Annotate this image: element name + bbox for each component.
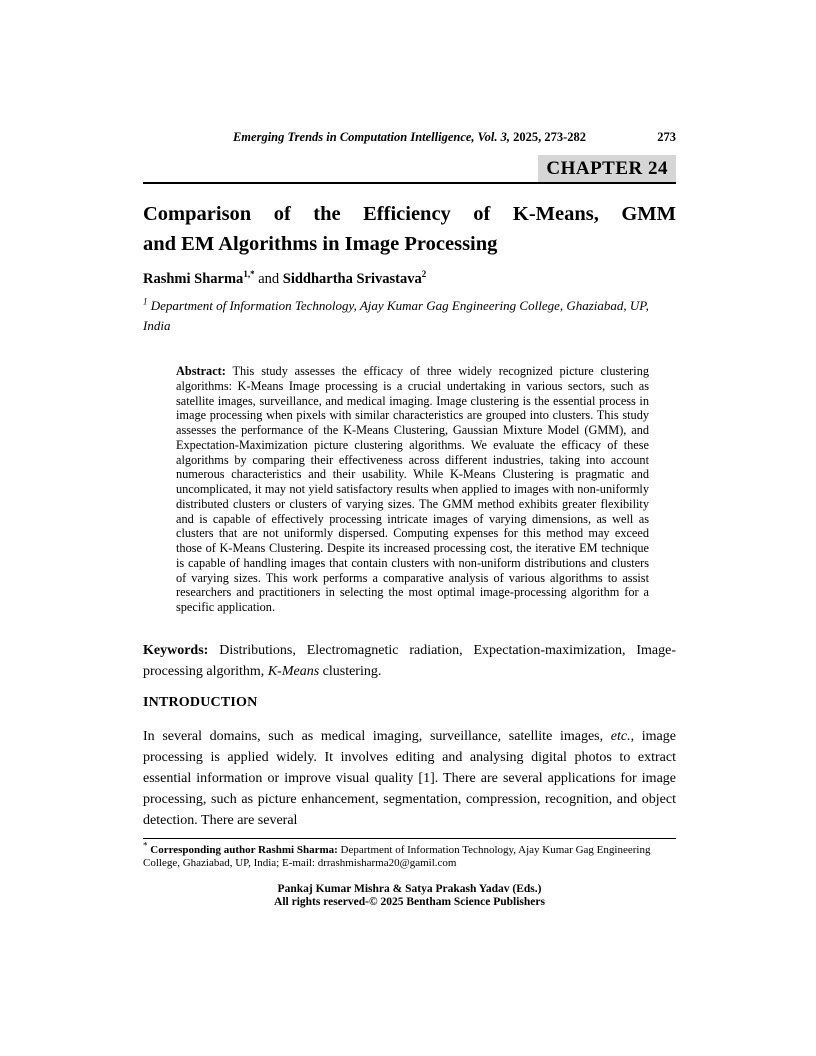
- copyright-line: All rights reserved-© 2025 Bentham Science Publishers: [274, 896, 545, 909]
- keywords-text-after: clustering.: [319, 663, 382, 679]
- chapter-badge: CHAPTER 24: [538, 155, 676, 182]
- keywords-text: Distributions, Electromagnetic radiation, Expectation-maximization, Image-processing algorithm,: [143, 642, 676, 679]
- keywords-italic-term: K-Means: [267, 663, 320, 679]
- introduction-heading: INTRODUCTION: [143, 694, 258, 710]
- author-2-name: Siddhartha Srivastava: [282, 271, 422, 287]
- intro-italic-etc: etc.: [610, 728, 631, 744]
- publisher-credits: [143, 883, 676, 910]
- abstract: [176, 364, 649, 615]
- chapter-title-line-1: Comparison of the Efficiency of K-Means, GMM: [143, 203, 676, 225]
- keywords-label: Keywords:: [143, 642, 209, 658]
- journal-citation-year-pages: 2025, 273-282: [509, 130, 587, 144]
- journal-citation: Emerging Trends in Computation Intelligence, Vol. 3,: [232, 130, 510, 144]
- affiliation-text: Department of Information Technology, Ajay Kumar Gag Engineering College, Ghaziabad, UP, India: [143, 298, 649, 333]
- intro-text-after: , image processing is applied widely. It involves editing and analysing digital photos to extract essential information or improve visual quality [1]. There are several applications for image processing, such as picture enhancement, segmentation, compression, recognition, and object detection. There are several: [143, 728, 676, 828]
- header-rule: [143, 182, 676, 184]
- chapter-title: [143, 199, 676, 259]
- intro-text-before: In several domains, such as medical imaging, surveillance, satellite images,: [143, 728, 611, 744]
- author-1-superscript: 1,*: [243, 269, 255, 280]
- author-1-name: Rashmi Sharma: [143, 271, 244, 287]
- authors-line: [143, 271, 676, 288]
- editors-line: Pankaj Kumar Mishra & Satya Prakash Yadav (Eds.): [277, 882, 542, 895]
- authors-connector: and: [254, 271, 283, 287]
- footnote-text: Department of Information Technology, Ajay Kumar Gag Engineering College, Ghaziabad, UP, India; E-mail: drrashmisharma20@gamil.com: [143, 843, 651, 870]
- footnote-asterisk: *: [143, 840, 148, 851]
- keywords: [143, 640, 676, 682]
- abstract-text: This study assesses the efficacy of three widely recognized picture clustering algorithms: K-Means Image processing is a crucial undertaking in various sectors, such as satellite images, surveillance, and medical imaging. Image clustering is the essential process in image processing when pixels with similar characteristics are grouped into clusters. This study assesses the performance of the K-Means Clustering, Gaussian Mixture Model (GMM), and Expectation-Maximization picture clustering algorithms. We evaluate the efficacy of these algorithms by comparing their effectiveness across different industries, taking into account numerous characteristics and their usability. While K-Means Clustering is pragmatic and uncomplicated, it may not yield satisfactory results when applied to images with non-uniformly distributed clusters or clusters of varying sizes. The GMM method exhibits greater flexibility and is capable of effectively processing intricate images of varying dimensions, as well as clusters that are not uniformly dispersed. Computing expenses for this method may exceed those of K-Means Clustering. Despite its increased processing cost, the iterative EM technique is capable of handling images that contain clusters with non-uniform distributions and clusters of varying sizes. This work performs a comparative analysis of various algorithms to assist researchers and practitioners in selecting the most optimal image-processing algorithm for a specific application.: [176, 364, 649, 614]
- author-2-superscript: 2: [421, 269, 427, 280]
- affiliation-superscript: 1: [143, 296, 148, 307]
- page-content: [143, 130, 676, 910]
- chapter-badge-row: [143, 155, 676, 182]
- affiliation: [143, 296, 676, 336]
- page-number: 273: [657, 130, 676, 144]
- chapter-title-line-2: and EM Algorithms in Image Processing: [143, 233, 498, 255]
- introduction-paragraph: [143, 726, 676, 831]
- corresponding-author-footnote: [143, 838, 676, 871]
- abstract-label: Abstract:: [176, 364, 226, 378]
- running-header: [143, 130, 676, 145]
- footnote-label: Corresponding author Rashmi Sharma:: [147, 843, 338, 856]
